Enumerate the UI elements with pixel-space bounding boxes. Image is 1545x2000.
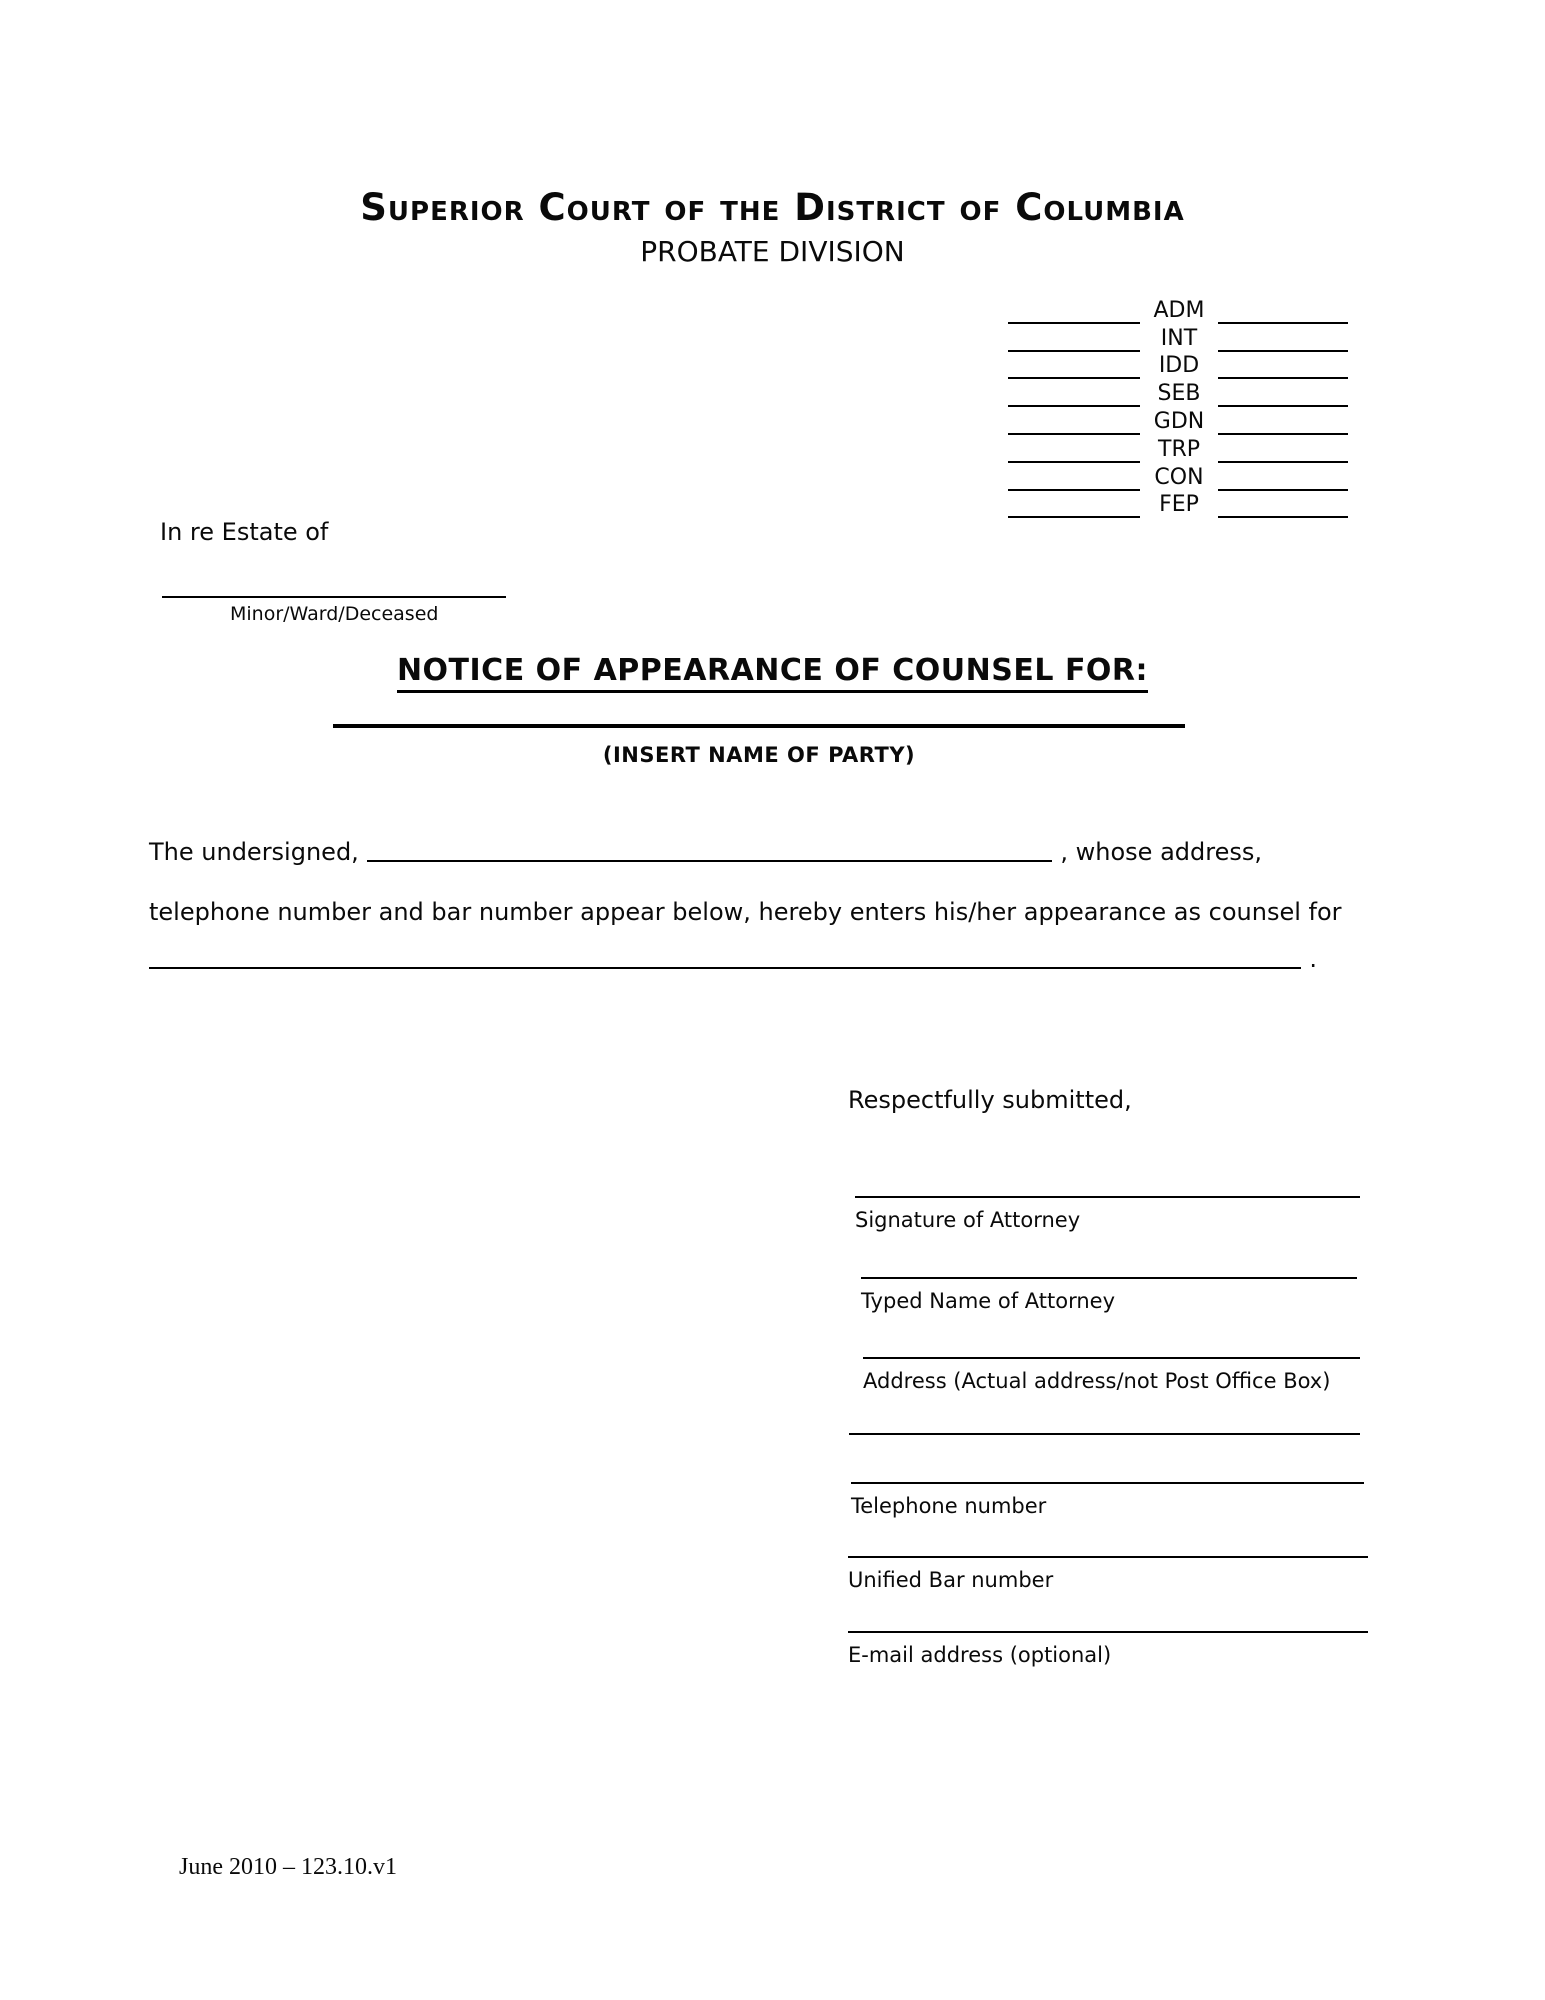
counsel-for-blank-line	[149, 965, 1301, 969]
body-line-1	[149, 839, 1262, 867]
unified-bar-blank-line	[848, 1556, 1368, 1558]
case-type-row	[1008, 296, 1348, 324]
estate-name-blank-line	[162, 596, 506, 598]
case-code-blank-left	[1008, 298, 1140, 324]
case-code-blank-left	[1008, 492, 1140, 518]
case-type-row	[1008, 352, 1348, 380]
case-code-blank-left	[1008, 409, 1140, 435]
case-type-row	[1008, 379, 1348, 407]
signature-of-attorney-label: Signature of Attorney	[855, 1208, 1081, 1232]
email-blank-line	[848, 1631, 1368, 1633]
case-code-blank-left	[1008, 465, 1140, 491]
case-type-row	[1008, 491, 1348, 519]
case-code-blank-right	[1218, 465, 1348, 491]
party-name-blank-line	[333, 724, 1185, 728]
case-code-blank-left	[1008, 326, 1140, 352]
undersigned-prefix: The undersigned,	[149, 838, 359, 866]
case-code-label: INT	[1160, 325, 1198, 351]
party-name-section	[333, 724, 1185, 767]
case-code-label: CON	[1154, 464, 1204, 490]
insert-party-caption: (INSERT NAME OF PARTY)	[602, 743, 916, 767]
case-code-label: FEP	[1159, 492, 1199, 518]
notice-heading-text: NOTICE OF APPEARANCE OF COUNSEL FOR:	[397, 653, 1148, 693]
attorney-name-blank-line	[367, 858, 1053, 862]
case-code-label: IDD	[1158, 353, 1200, 379]
case-code-label: ADM	[1153, 297, 1205, 323]
unified-bar-number-label: Unified Bar number	[848, 1568, 1054, 1592]
address-continuation-blank-line	[849, 1433, 1360, 1435]
signature-blank-line	[855, 1196, 1360, 1198]
case-type-row	[1008, 407, 1348, 435]
case-code-blank-right	[1218, 492, 1348, 518]
body-line-3	[149, 946, 1317, 974]
respectfully-submitted-text: Respectfully submitted,	[848, 1086, 1132, 1114]
body-line-2: telephone number and bar number appear below, hereby enters his/her appearance as counsel for	[149, 898, 1342, 926]
case-code-blank-left	[1008, 353, 1140, 379]
case-type-code-block	[1008, 296, 1348, 518]
case-type-row	[1008, 324, 1348, 352]
telephone-number-label: Telephone number	[851, 1494, 1047, 1518]
case-code-label: TRP	[1158, 436, 1200, 462]
case-code-blank-left	[1008, 381, 1140, 407]
case-code-label: SEB	[1157, 381, 1201, 407]
notice-heading	[0, 653, 1545, 693]
division-subtitle: PROBATE DIVISION	[640, 235, 905, 268]
case-code-blank-right	[1218, 409, 1348, 435]
case-code-label: GDN	[1153, 408, 1205, 434]
court-title: Superior Court of the District of Columbia	[360, 186, 1185, 229]
telephone-blank-line	[851, 1482, 1364, 1484]
case-type-row	[1008, 463, 1348, 491]
typed-name-blank-line	[861, 1277, 1357, 1279]
form-version-text: June 2010 – 123.10.v1	[179, 1854, 397, 1880]
address-label: Address (Actual address/not Post Office Box)	[863, 1369, 1331, 1393]
email-address-label: E-mail address (optional)	[848, 1643, 1112, 1667]
case-code-blank-right	[1218, 326, 1348, 352]
address-blank-line	[863, 1357, 1360, 1359]
typed-name-of-attorney-label: Typed Name of Attorney	[861, 1289, 1116, 1313]
in-re-estate-label: In re Estate of	[160, 518, 329, 546]
minor-ward-deceased-caption: Minor/Ward/Deceased	[230, 603, 439, 625]
case-code-blank-left	[1008, 437, 1140, 463]
case-code-blank-right	[1218, 298, 1348, 324]
case-code-blank-right	[1218, 437, 1348, 463]
case-code-blank-right	[1218, 353, 1348, 379]
case-code-blank-right	[1218, 381, 1348, 407]
whose-address-suffix: , whose address,	[1060, 838, 1262, 866]
case-type-row	[1008, 435, 1348, 463]
body-line-3-period: .	[1309, 945, 1317, 973]
